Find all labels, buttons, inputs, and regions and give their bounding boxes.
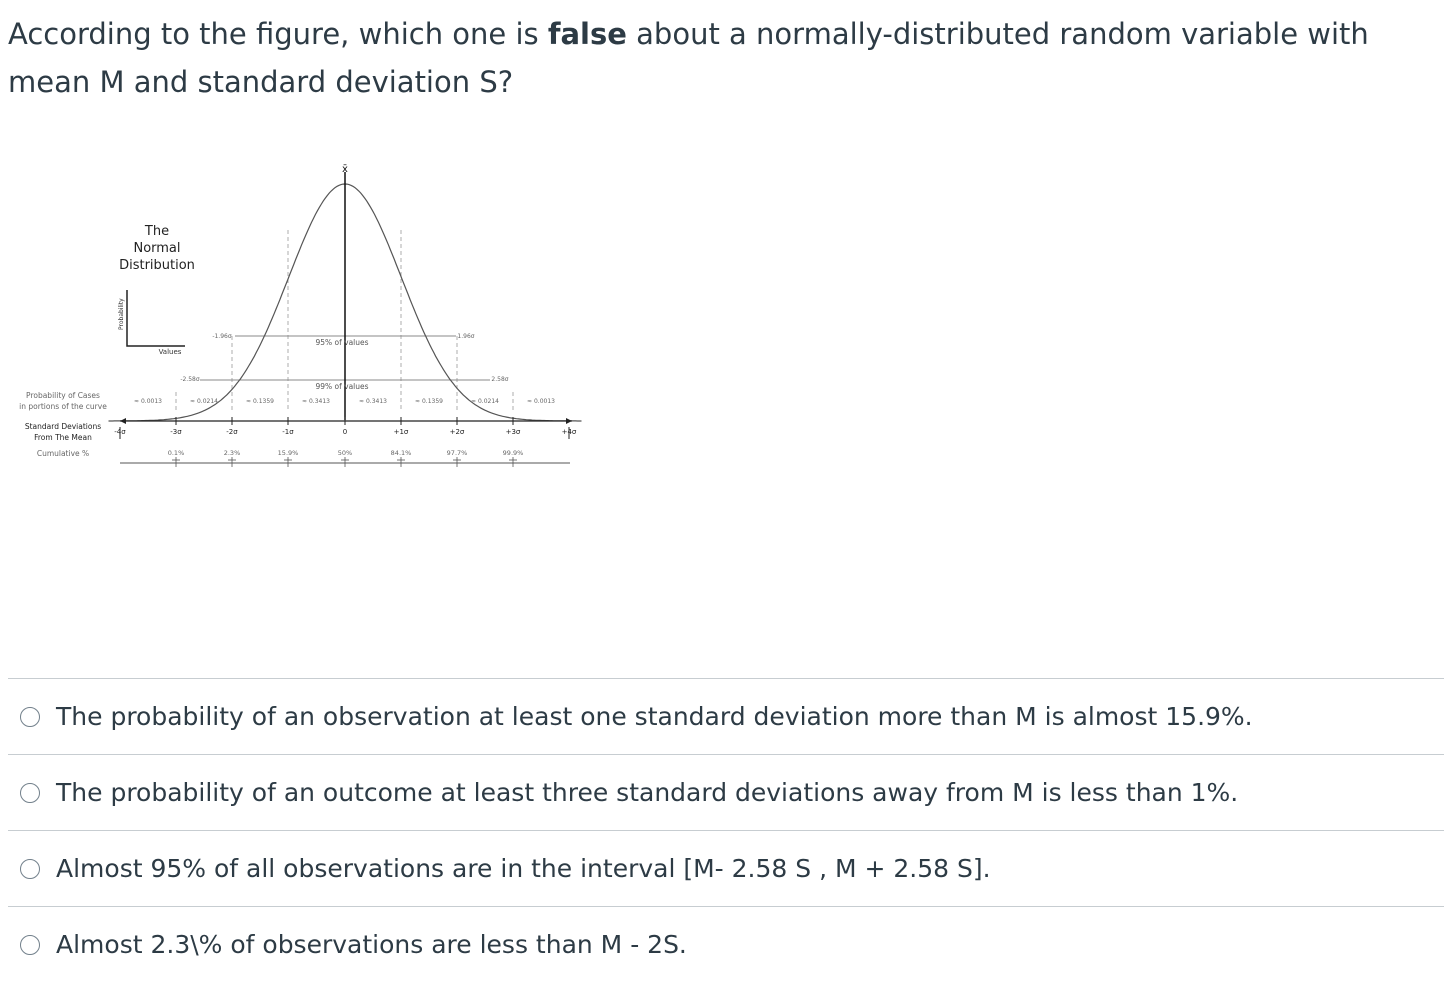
answer-text: The probability of an observation at least one standard deviation more than M is almost 15.9%. [56,701,1253,731]
row-label-cumulative: Cumulative % [36,449,90,458]
mean-label: x̄ [342,164,348,175]
sd-label-plus1: +1σ [393,428,409,436]
radio-button[interactable] [20,783,40,803]
cum-label-6: 97.7% [446,449,468,457]
sd-label-plus4: +4σ [561,428,577,436]
answer-option-3[interactable] [8,830,1444,906]
question-before: According to the figure, which one is [8,17,548,51]
sd-label-plus3: +3σ [505,428,521,436]
sd-label-minus3: -3σ [170,428,182,436]
band-95-label: 95% of values [315,338,369,347]
normal-distribution-figure [0,150,600,480]
answer-option-1[interactable] [8,678,1444,754]
prob-1: ≈ 0.0013 [134,398,162,405]
right-196-label: 1.96σ [457,333,475,340]
row-label-prob-2: in portions of the curve [19,402,107,411]
cum-label-4: 50% [337,449,353,457]
prob-8: ≈ 0.0013 [527,398,555,405]
inset-x-label: Values [158,348,182,356]
sd-axis-right-arrow [566,418,572,424]
answer-list [8,678,1444,982]
cumulative-labels [168,449,524,457]
cum-label-1: 0.1% [167,449,185,457]
answer-text: Almost 2.3\% of observations are less than M - 2S. [56,929,687,959]
cum-label-5: 84.1% [390,449,412,457]
sd-axis-left-arrow [120,418,126,424]
sd-label-plus2: +2σ [449,428,465,436]
row-label-sd-1: Standard Deviations [24,422,102,431]
radio-button[interactable] [20,935,40,955]
sd-labels [114,428,577,436]
prob-6: ≈ 0.1359 [415,398,443,405]
prob-4: ≈ 0.3413 [302,398,330,405]
band-99-label: 99% of values [315,382,369,391]
cum-label-3: 15.9% [277,449,299,457]
prob-7: ≈ 0.0214 [471,398,499,405]
answer-text: The probability of an outcome at least three standard deviations away from M is less than 1%. [56,777,1239,807]
answer-option-2[interactable] [8,754,1444,830]
figure-title-line-2: Normal [133,241,181,256]
normal-distribution-svg [0,150,600,480]
figure-title-line-3: Distribution [119,258,195,273]
sd-label-minus1: -1σ [282,428,294,436]
inset-axes [127,290,185,346]
answer-option-4[interactable] [8,906,1444,982]
left-196-label: -1.96σ [212,333,232,340]
right-258-label: 2.58σ [491,376,509,383]
inset-y-label: Probability [118,298,125,330]
radio-button[interactable] [20,859,40,879]
sd-label-minus4: -4σ [114,428,126,436]
radio-button[interactable] [20,707,40,727]
prob-3: ≈ 0.1359 [246,398,274,405]
left-258-label: -2.58σ [180,376,200,383]
cumulative-ticks [172,457,517,467]
figure-title-line-1: The [144,224,170,239]
cum-label-7: 99.9% [502,449,524,457]
row-label-sd-2: From The Mean [34,433,92,442]
question-emphasis: false [547,17,627,51]
cum-label-2: 2.3% [223,449,241,457]
sd-label-zero: 0 [342,428,348,436]
prob-2: ≈ 0.0214 [190,398,218,405]
question-after: about a normally-distributed random variable with mean M and standard deviation S? [8,17,1369,99]
answer-text: Almost 95% of all observations are in the interval [M- 2.58 S , M + 2.58 S]. [56,853,991,883]
row-label-prob-1: Probability of Cases [26,391,100,400]
sd-label-minus2: -2σ [226,428,238,436]
prob-5: ≈ 0.3413 [359,398,387,405]
question-text [8,10,1428,106]
